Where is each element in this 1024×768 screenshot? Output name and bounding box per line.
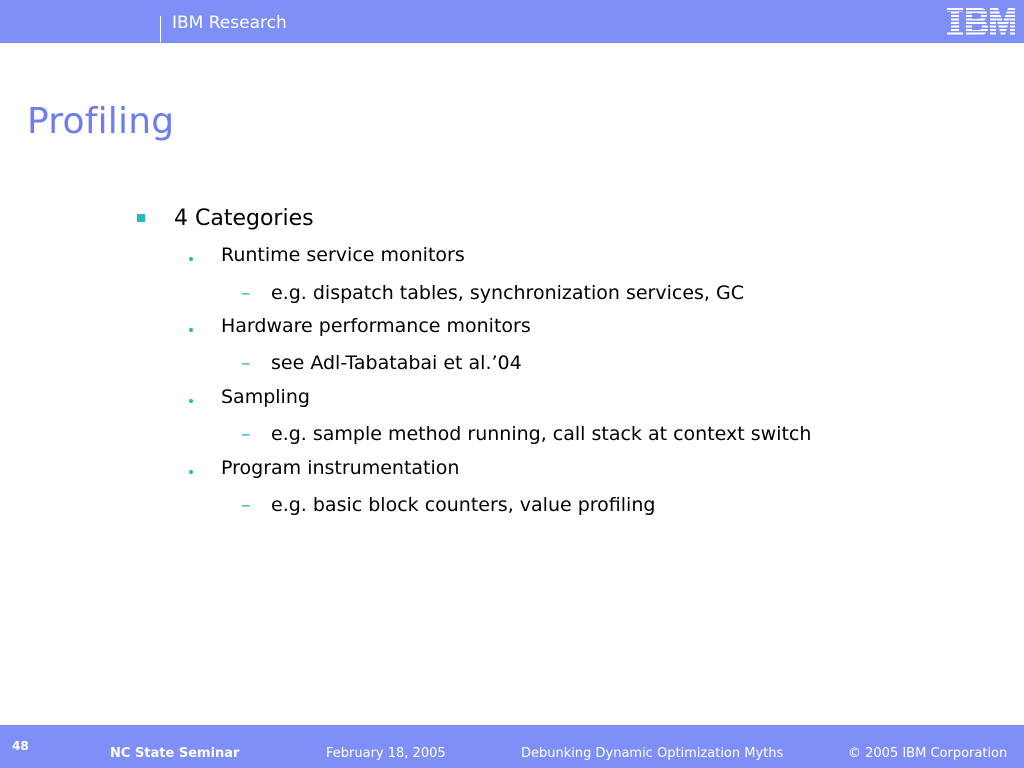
dot-bullet-icon <box>189 470 193 474</box>
header-title: IBM Research <box>172 13 287 33</box>
slide-title: Profiling <box>27 101 175 142</box>
footer-event: NC State Seminar <box>110 746 240 761</box>
bullet-level2-text: Program instrumentation <box>221 457 460 479</box>
bullet-level3-text: e.g. dispatch tables, synchronization services, GC <box>271 282 744 304</box>
page-number: 48 <box>12 739 29 753</box>
bullet-level1-text: 4 Categories <box>174 206 314 231</box>
dot-bullet-icon <box>189 257 193 261</box>
bullet-level3-text: e.g. sample method running, call stack at context switch <box>271 423 812 445</box>
dot-bullet-icon <box>189 399 193 403</box>
footer-talk-title: Debunking Dynamic Optimization Myths <box>521 746 784 761</box>
footer-date: February 18, 2005 <box>326 746 446 761</box>
bullet-level2-text: Runtime service monitors <box>221 244 465 266</box>
dash-bullet-icon: – <box>241 352 251 374</box>
bullet-level2-text: Hardware performance monitors <box>221 315 531 337</box>
bullet-level2-text: Sampling <box>221 386 310 408</box>
footer-copyright: © 2005 IBM Corporation <box>848 746 1008 761</box>
dash-bullet-icon: – <box>241 494 251 516</box>
dash-bullet-icon: – <box>241 282 251 304</box>
dot-bullet-icon <box>189 328 193 332</box>
square-bullet-icon <box>137 214 145 222</box>
dash-bullet-icon: – <box>241 423 251 445</box>
bullet-level3-text: e.g. basic block counters, value profiling <box>271 494 656 516</box>
bullet-level3-text: see Adl-Tabatabai et al.’04 <box>271 352 522 374</box>
